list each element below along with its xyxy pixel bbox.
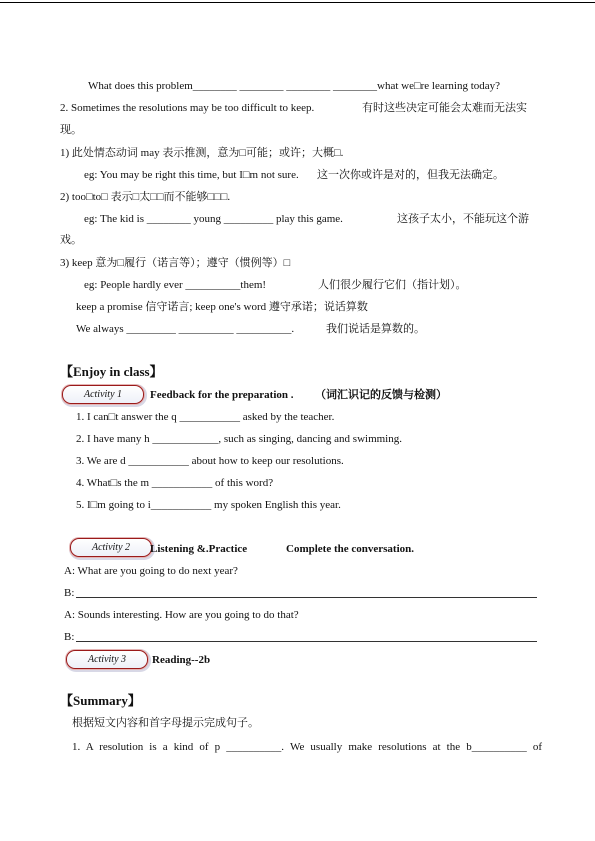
answer-line-b1 xyxy=(76,597,537,598)
point-2-sub-1: 1) 此处情态动词 may 表示推测，意为□可能；或许；大概□. xyxy=(60,147,344,159)
point-2-english: 2. Sometimes the resolutions may be too difficult to keep. xyxy=(60,102,315,114)
summary-heading: 【Summary】 xyxy=(60,693,141,708)
activity-2-subtitle: Complete the conversation. xyxy=(286,543,415,555)
activity-3-badge-label: Activity 3 xyxy=(87,654,127,665)
we-always-translation: 我们说话是算数的。 xyxy=(326,323,425,335)
activity-3-title: Reading--2b xyxy=(152,654,211,666)
point-2-sub-1-example-en: eg: You may be right this time, but I□m not sure. xyxy=(84,169,299,181)
dialog-line-b2: B: xyxy=(64,631,75,643)
summary-item-1: 1. A resolution is a kind of p __________. We usually make resolutions at the b__________ of xyxy=(72,741,542,753)
point-2-sub-2-example-en: eg: The kid is ________ young _________ play this game. xyxy=(84,213,343,225)
we-always-sentence: We always _________ __________ __________. xyxy=(76,323,295,335)
activity-1-item: 4. What□s the m ___________ of this word? xyxy=(76,477,274,489)
activity-1-item: 3. We are d ___________ about how to keep our resolutions. xyxy=(76,455,344,467)
activity-2-badge-label: Activity 2 xyxy=(91,542,131,553)
point-2-sub-2: 2) too□to□ 表示□太□□而不能够□□□. xyxy=(60,191,231,203)
activity-2-title: Listening &.Practice xyxy=(150,543,248,555)
dialog-line-a2: A: Sounds interesting. How are you going to do that? xyxy=(64,609,299,621)
activity-1-title: Feedback for the preparation . xyxy=(150,389,294,401)
answer-line-b2 xyxy=(76,641,537,642)
activity-2-badge xyxy=(70,538,152,557)
activity-1-title-cn: （词汇识记的反馈与检测） xyxy=(315,389,447,401)
enjoy-in-class-heading: 【Enjoy in class】 xyxy=(60,364,163,379)
activity-3-badge xyxy=(66,650,148,669)
question-problem-line: What does this problem________ ________ ________ ________what we□re learning today? xyxy=(88,80,501,92)
keep-promise-phrases: keep a promise 信守诺言; keep one's word 遵守承诺；说话算数 xyxy=(76,301,368,313)
point-2-sub-3: 3) keep 意为□履行（诺言等）；遵守（惯例等）□ xyxy=(60,257,291,269)
activity-1-item: 5. I□m going to i___________ my spoken English this year. xyxy=(76,499,341,511)
point-2-sub-2-example-cn: 这孩子太小，不能玩这个游 xyxy=(397,213,529,225)
summary-instruction: 根据短文内容和首字母提示完成句子。 xyxy=(72,717,259,729)
point-2-sub-3-example-cn: 人们很少履行它们（指计划）。 xyxy=(318,279,467,291)
dialog-line-b1: B: xyxy=(64,587,75,599)
point-2-chinese-continued: 现。 xyxy=(60,124,82,136)
page-top-border xyxy=(0,2,595,3)
activity-1-badge-label: Activity 1 xyxy=(83,389,123,400)
activity-1-badge xyxy=(62,385,144,404)
point-2-chinese: 有时这些决定可能会太难而无法实 xyxy=(362,102,527,114)
activity-1-item: 1. I can□t answer the q ___________ asked by the teacher. xyxy=(76,411,335,423)
point-2-sub-3-example-en: eg: People hardly ever __________them! xyxy=(84,279,267,291)
point-2-sub-1-example-cn: 这一次你或许是对的，但我无法确定。 xyxy=(317,169,504,181)
point-2-sub-2-example-cn-continued: 戏。 xyxy=(60,234,82,246)
activity-1-item: 2. I have many h ____________, such as singing, dancing and swimming. xyxy=(76,433,402,445)
dialog-line-a1: A: What are you going to do next year? xyxy=(64,565,238,577)
